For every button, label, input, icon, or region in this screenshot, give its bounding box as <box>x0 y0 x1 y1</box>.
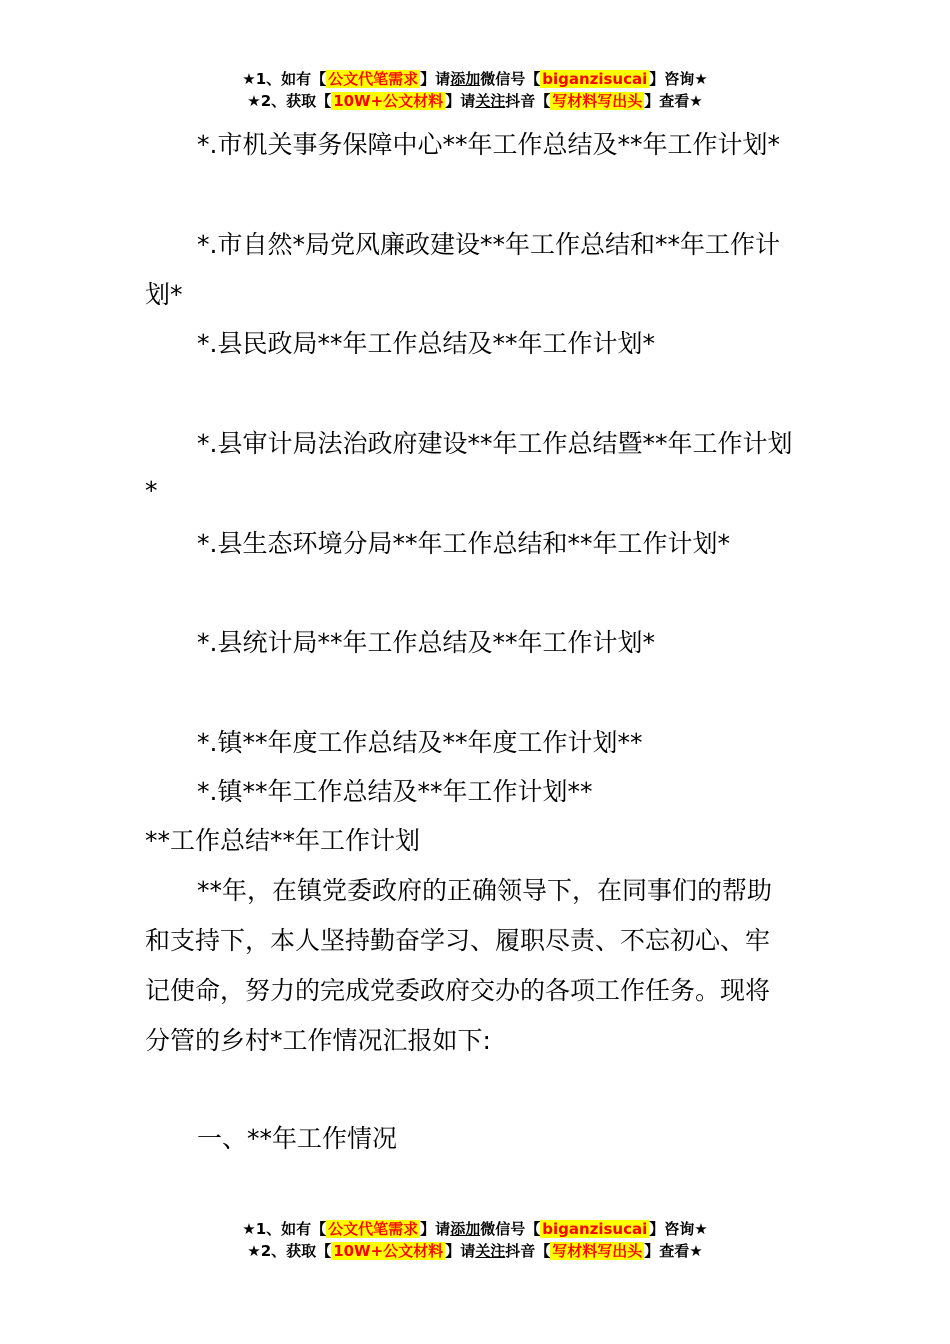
toc-item-3: *.县民政局**年工作总结及**年工作计划* <box>197 329 655 358</box>
intro-line-3: 记使命，努力的完成党委政府交办的各项工作任务。现将 <box>145 976 771 1005</box>
toc-item-4-cont: * <box>145 476 158 505</box>
toc-item-2: *.市自然*局党风廉政建设**年工作总结和**年工作计 <box>197 230 780 259</box>
toc-item-8: *.镇**年工作总结及**年工作计划** <box>197 777 593 806</box>
intro-line-2: 和支持下，本人坚持勤奋学习、履职尽责、不忘初心、牢 <box>145 926 771 955</box>
toc-item-7: *.镇**年度工作总结及**年度工作计划** <box>197 728 643 757</box>
intro-line-4: 分管的乡村*工作情况汇报如下: <box>145 1026 491 1055</box>
highlight-service: 公文代笔需求 <box>328 70 419 88</box>
highlight-douyin: 写材料写出头 <box>552 92 643 110</box>
footer-line-1: ★1、如有【 公文代笔需求 】请添加微信号【 biganzisucai 】咨询★ <box>242 1220 708 1238</box>
toc-item-5: *.县生态环境分局**年工作总结和**年工作计划* <box>197 529 730 558</box>
highlight-wechat-id: biganzisucai <box>542 70 648 88</box>
banner-line-1: ★1、如有【 公文代笔需求 】请添加微信号【 biganzisucai 】咨询★ <box>242 70 708 88</box>
footer-line-2: ★2、获取【 10W+公文材料 】请关注抖音【 写材料写出头 】查看★ <box>247 1242 703 1260</box>
toc-item-6: *.县统计局**年工作总结及**年工作计划* <box>197 628 655 657</box>
banner-line-2: ★2、获取【 10W+公文材料 】请关注抖音【 写材料写出头 】查看★ <box>247 92 703 110</box>
footer-banner <box>0 1218 950 1262</box>
intro-line-1: **年，在镇党委政府的正确领导下，在同事们的帮助 <box>197 876 773 905</box>
header-banner <box>0 68 950 112</box>
doc-title: **工作总结**年工作计划 <box>145 826 421 855</box>
toc-item-4: *.县审计局法治政府建设**年工作总结暨**年工作计划 <box>197 429 793 458</box>
toc-item-1: *.市机关事务保障中心**年工作总结及**年工作计划* <box>197 130 780 159</box>
toc-item-2-cont: 划* <box>145 280 183 309</box>
section-heading: 一、**年工作情况 <box>197 1124 398 1153</box>
highlight-materials: 10W+公文材料 <box>333 92 444 110</box>
